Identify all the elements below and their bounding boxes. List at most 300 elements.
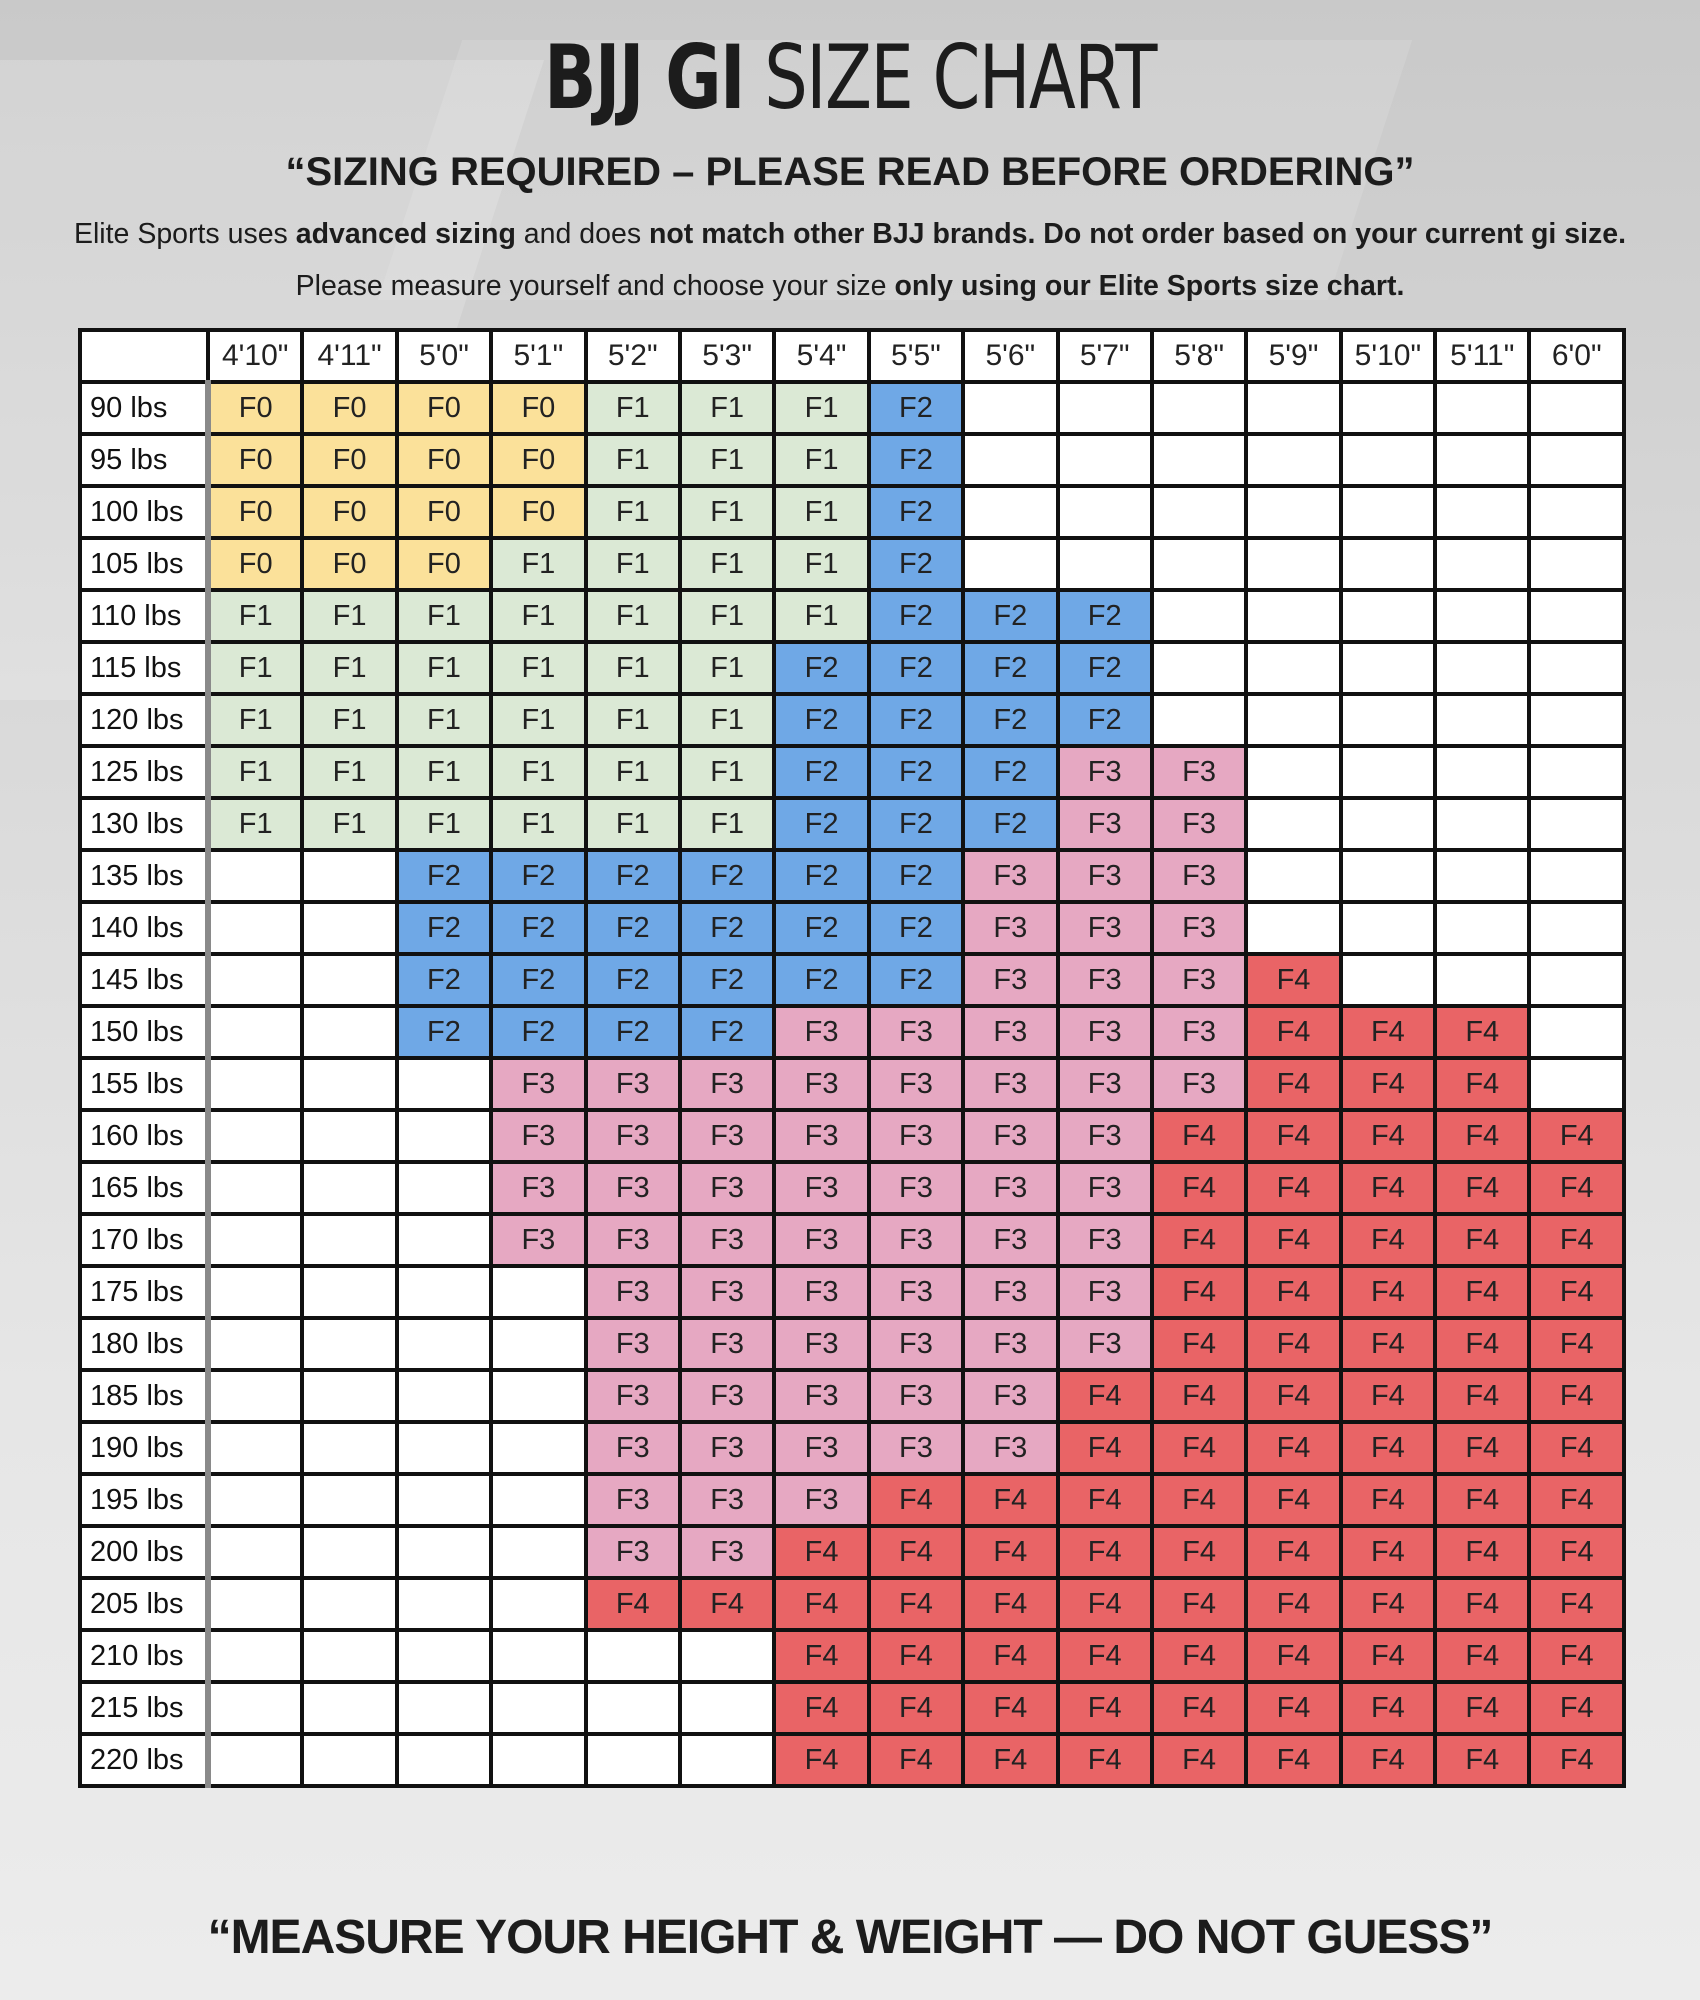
size-cell: F3 xyxy=(869,1214,963,1266)
empty-cell xyxy=(491,1422,585,1474)
weight-label: 145 lbs xyxy=(80,954,208,1006)
size-cell: F1 xyxy=(302,694,396,746)
size-cell: F4 xyxy=(1435,1266,1529,1318)
table-row xyxy=(80,1630,1624,1682)
size-cell: F3 xyxy=(774,1422,868,1474)
size-cell: F1 xyxy=(680,538,774,590)
empty-cell xyxy=(208,1162,302,1214)
empty-cell xyxy=(1529,1006,1624,1058)
size-cell: F4 xyxy=(1435,1058,1529,1110)
empty-cell xyxy=(208,850,302,902)
size-cell: F0 xyxy=(491,382,585,434)
size-cell: F1 xyxy=(208,798,302,850)
empty-cell xyxy=(208,1110,302,1162)
empty-cell xyxy=(1246,850,1340,902)
size-cell: F4 xyxy=(1435,1110,1529,1162)
weight-label: 115 lbs xyxy=(80,642,208,694)
size-cell: F2 xyxy=(963,746,1057,798)
empty-cell xyxy=(397,1734,491,1786)
size-cell: F2 xyxy=(869,434,963,486)
empty-cell xyxy=(1529,434,1624,486)
size-cell: F3 xyxy=(680,1318,774,1370)
size-cell: F4 xyxy=(1435,1682,1529,1734)
weight-label: 130 lbs xyxy=(80,798,208,850)
empty-cell xyxy=(680,1630,774,1682)
size-cell: F3 xyxy=(963,1266,1057,1318)
size-cell: F1 xyxy=(302,798,396,850)
size-cell: F3 xyxy=(1058,902,1152,954)
empty-cell xyxy=(1529,486,1624,538)
size-cell: F4 xyxy=(1152,1734,1246,1786)
empty-cell xyxy=(302,902,396,954)
weight-label: 180 lbs xyxy=(80,1318,208,1370)
size-cell: F4 xyxy=(1246,954,1340,1006)
size-cell: F2 xyxy=(397,1006,491,1058)
empty-cell xyxy=(963,486,1057,538)
empty-cell xyxy=(1341,538,1435,590)
info-bold: advanced sizing xyxy=(295,218,516,250)
size-cell: F3 xyxy=(774,1474,868,1526)
height-header: 5'11" xyxy=(1435,330,1529,382)
empty-cell xyxy=(586,1630,680,1682)
table-row xyxy=(80,1318,1624,1370)
table-row xyxy=(80,1734,1624,1786)
size-cell: F3 xyxy=(963,1162,1057,1214)
weight-label: 95 lbs xyxy=(80,434,208,486)
size-cell: F2 xyxy=(869,382,963,434)
empty-cell xyxy=(491,1630,585,1682)
size-cell: F2 xyxy=(1058,694,1152,746)
size-cell: F4 xyxy=(1435,1162,1529,1214)
size-cell: F2 xyxy=(491,902,585,954)
size-cell: F4 xyxy=(1152,1110,1246,1162)
empty-cell xyxy=(1529,850,1624,902)
size-cell: F1 xyxy=(397,642,491,694)
size-cell: F1 xyxy=(680,434,774,486)
size-cell: F4 xyxy=(869,1474,963,1526)
size-cell: F3 xyxy=(1058,1318,1152,1370)
empty-cell xyxy=(302,1526,396,1578)
weight-label: 165 lbs xyxy=(80,1162,208,1214)
size-cell: F1 xyxy=(680,590,774,642)
size-cell: F2 xyxy=(869,590,963,642)
size-cell: F4 xyxy=(1058,1734,1152,1786)
table-row xyxy=(80,1682,1624,1734)
empty-cell xyxy=(680,1682,774,1734)
size-cell: F3 xyxy=(491,1214,585,1266)
table-row xyxy=(80,1578,1624,1630)
size-cell: F4 xyxy=(1529,1110,1624,1162)
size-cell: F3 xyxy=(963,1006,1057,1058)
empty-cell xyxy=(1435,538,1529,590)
size-cell: F1 xyxy=(491,538,585,590)
empty-cell xyxy=(1529,902,1624,954)
size-cell: F3 xyxy=(680,1526,774,1578)
weight-label: 220 lbs xyxy=(80,1734,208,1786)
size-cell: F2 xyxy=(869,538,963,590)
empty-cell xyxy=(302,1578,396,1630)
size-cell: F3 xyxy=(869,1006,963,1058)
size-cell: F3 xyxy=(1152,902,1246,954)
size-cell: F4 xyxy=(1529,1526,1624,1578)
empty-cell xyxy=(397,1578,491,1630)
size-cell: F2 xyxy=(774,798,868,850)
size-cell: F3 xyxy=(1152,954,1246,1006)
size-cell: F4 xyxy=(774,1630,868,1682)
size-cell: F4 xyxy=(774,1734,868,1786)
empty-cell xyxy=(302,1006,396,1058)
size-cell: F3 xyxy=(963,850,1057,902)
size-cell: F1 xyxy=(491,798,585,850)
size-cell: F1 xyxy=(586,798,680,850)
empty-cell xyxy=(680,1734,774,1786)
size-cell: F2 xyxy=(869,746,963,798)
size-cell: F3 xyxy=(680,1266,774,1318)
table-row xyxy=(80,1474,1624,1526)
height-header: 5'10" xyxy=(1341,330,1435,382)
height-header: 4'10" xyxy=(208,330,302,382)
size-cell: F3 xyxy=(680,1474,774,1526)
page-title xyxy=(187,28,1513,128)
size-cell: F1 xyxy=(586,590,680,642)
empty-cell xyxy=(491,1578,585,1630)
size-cell: F4 xyxy=(1341,1526,1435,1578)
size-cell: F1 xyxy=(302,746,396,798)
size-cell: F2 xyxy=(774,954,868,1006)
height-header: 5'3" xyxy=(680,330,774,382)
size-cell: F3 xyxy=(774,1370,868,1422)
size-cell: F4 xyxy=(963,1578,1057,1630)
info-line-2 xyxy=(0,266,1700,306)
size-cell: F3 xyxy=(963,1058,1057,1110)
size-cell: F4 xyxy=(1246,1266,1340,1318)
table-row xyxy=(80,1214,1624,1266)
weight-label: 105 lbs xyxy=(80,538,208,590)
size-cell: F4 xyxy=(1152,1474,1246,1526)
empty-cell xyxy=(1435,746,1529,798)
size-cell: F4 xyxy=(1529,1214,1624,1266)
weight-label: 215 lbs xyxy=(80,1682,208,1734)
size-cell: F4 xyxy=(1341,1162,1435,1214)
size-cell: F3 xyxy=(586,1214,680,1266)
size-cell: F4 xyxy=(1246,1058,1340,1110)
size-cell: F1 xyxy=(586,538,680,590)
size-cell: F1 xyxy=(208,746,302,798)
corner-cell xyxy=(80,330,208,382)
size-cell: F3 xyxy=(774,1214,868,1266)
empty-cell xyxy=(1435,954,1529,1006)
size-cell: F1 xyxy=(680,694,774,746)
size-cell: F3 xyxy=(586,1266,680,1318)
size-cell: F3 xyxy=(586,1110,680,1162)
size-cell: F3 xyxy=(774,1318,868,1370)
size-cell: F4 xyxy=(1435,1214,1529,1266)
size-cell: F3 xyxy=(869,1422,963,1474)
size-cell: F4 xyxy=(869,1682,963,1734)
size-cell: F4 xyxy=(1058,1578,1152,1630)
table-row xyxy=(80,954,1624,1006)
size-cell: F4 xyxy=(1246,1162,1340,1214)
table-row xyxy=(80,1006,1624,1058)
empty-cell xyxy=(1058,382,1152,434)
empty-cell xyxy=(1246,538,1340,590)
size-cell: F1 xyxy=(586,434,680,486)
size-cell: F0 xyxy=(302,538,396,590)
empty-cell xyxy=(302,1630,396,1682)
empty-cell xyxy=(208,1370,302,1422)
size-cell: F4 xyxy=(1058,1474,1152,1526)
size-cell: F3 xyxy=(774,1266,868,1318)
size-cell: F4 xyxy=(1529,1318,1624,1370)
height-header: 5'4" xyxy=(774,330,868,382)
empty-cell xyxy=(1246,902,1340,954)
empty-cell xyxy=(1152,434,1246,486)
empty-cell xyxy=(1341,954,1435,1006)
size-cell: F4 xyxy=(1341,1474,1435,1526)
size-cell: F0 xyxy=(397,538,491,590)
size-cell: F3 xyxy=(586,1526,680,1578)
size-cell: F4 xyxy=(1246,1630,1340,1682)
size-cell: F4 xyxy=(774,1578,868,1630)
size-cell: F2 xyxy=(680,1006,774,1058)
height-header: 5'9" xyxy=(1246,330,1340,382)
size-cell: F3 xyxy=(586,1370,680,1422)
size-cell: F4 xyxy=(1529,1422,1624,1474)
size-chart-body xyxy=(80,382,1624,1786)
size-cell: F3 xyxy=(963,1214,1057,1266)
size-cell: F2 xyxy=(869,694,963,746)
empty-cell xyxy=(397,1682,491,1734)
size-cell: F4 xyxy=(680,1578,774,1630)
height-header: 5'7" xyxy=(1058,330,1152,382)
size-cell: F4 xyxy=(1435,1734,1529,1786)
empty-cell xyxy=(208,954,302,1006)
height-header: 5'2" xyxy=(586,330,680,382)
sizing-warning: “SIZING REQUIRED – PLEASE READ BEFORE ORDERING” xyxy=(285,150,1415,194)
weight-label: 120 lbs xyxy=(80,694,208,746)
empty-cell xyxy=(1341,694,1435,746)
empty-cell xyxy=(1341,746,1435,798)
size-cell: F1 xyxy=(397,798,491,850)
size-cell: F3 xyxy=(491,1058,585,1110)
height-header: 5'1" xyxy=(491,330,585,382)
table-row xyxy=(80,746,1624,798)
empty-cell xyxy=(208,1214,302,1266)
empty-cell xyxy=(397,1318,491,1370)
empty-cell xyxy=(397,1110,491,1162)
empty-cell xyxy=(302,1162,396,1214)
empty-cell xyxy=(1246,382,1340,434)
size-cell: F4 xyxy=(1341,1578,1435,1630)
size-cell: F2 xyxy=(491,850,585,902)
table-row xyxy=(80,382,1624,434)
size-cell: F0 xyxy=(302,434,396,486)
empty-cell xyxy=(1152,642,1246,694)
empty-cell xyxy=(302,1214,396,1266)
size-cell: F2 xyxy=(774,746,868,798)
size-cell: F4 xyxy=(774,1526,868,1578)
size-cell: F3 xyxy=(1058,1058,1152,1110)
empty-cell xyxy=(963,538,1057,590)
size-cell: F4 xyxy=(1529,1734,1624,1786)
size-cell: F4 xyxy=(1529,1266,1624,1318)
size-cell: F4 xyxy=(1058,1370,1152,1422)
table-row xyxy=(80,694,1624,746)
size-cell: F4 xyxy=(1435,1630,1529,1682)
size-cell: F2 xyxy=(774,642,868,694)
size-cell: F3 xyxy=(680,1162,774,1214)
empty-cell xyxy=(1058,486,1152,538)
empty-cell xyxy=(491,1526,585,1578)
size-cell: F3 xyxy=(1058,1214,1152,1266)
size-cell: F3 xyxy=(1058,1162,1152,1214)
empty-cell xyxy=(302,1422,396,1474)
table-row xyxy=(80,434,1624,486)
size-cell: F3 xyxy=(963,954,1057,1006)
size-cell: F1 xyxy=(774,590,868,642)
empty-cell xyxy=(1152,538,1246,590)
size-cell: F2 xyxy=(963,642,1057,694)
size-cell: F4 xyxy=(1246,1474,1340,1526)
size-cell: F1 xyxy=(680,746,774,798)
empty-cell xyxy=(1529,382,1624,434)
size-cell: F2 xyxy=(586,954,680,1006)
empty-cell xyxy=(302,1734,396,1786)
size-cell: F4 xyxy=(1529,1578,1624,1630)
size-cell: F4 xyxy=(1152,1162,1246,1214)
size-cell: F4 xyxy=(1341,1630,1435,1682)
size-cell: F3 xyxy=(586,1162,680,1214)
size-cell: F4 xyxy=(1529,1162,1624,1214)
size-cell: F4 xyxy=(1341,1058,1435,1110)
empty-cell xyxy=(397,1526,491,1578)
empty-cell xyxy=(1246,746,1340,798)
empty-cell xyxy=(1529,694,1624,746)
empty-cell xyxy=(1152,590,1246,642)
size-cell: F1 xyxy=(491,746,585,798)
table-row xyxy=(80,1058,1624,1110)
size-cell: F2 xyxy=(963,798,1057,850)
empty-cell xyxy=(397,1474,491,1526)
size-cell: F4 xyxy=(1341,1734,1435,1786)
empty-cell xyxy=(208,1318,302,1370)
size-cell: F3 xyxy=(491,1162,585,1214)
size-cell: F0 xyxy=(397,486,491,538)
size-cell: F3 xyxy=(1058,850,1152,902)
size-cell: F1 xyxy=(586,694,680,746)
size-cell: F2 xyxy=(869,954,963,1006)
size-cell: F0 xyxy=(208,538,302,590)
empty-cell xyxy=(491,1370,585,1422)
size-cell: F1 xyxy=(491,590,585,642)
empty-cell xyxy=(208,1058,302,1110)
size-cell: F4 xyxy=(1341,1266,1435,1318)
empty-cell xyxy=(302,1474,396,1526)
empty-cell xyxy=(1341,798,1435,850)
size-cell: F4 xyxy=(1341,1682,1435,1734)
empty-cell xyxy=(208,1422,302,1474)
size-cell: F4 xyxy=(1529,1474,1624,1526)
size-cell: F4 xyxy=(1058,1682,1152,1734)
size-cell: F1 xyxy=(302,642,396,694)
size-cell: F2 xyxy=(680,902,774,954)
table-row xyxy=(80,538,1624,590)
info-text: and does xyxy=(515,218,649,250)
weight-label: 150 lbs xyxy=(80,1006,208,1058)
empty-cell xyxy=(208,1630,302,1682)
empty-cell xyxy=(1435,850,1529,902)
size-cell: F3 xyxy=(680,1214,774,1266)
empty-cell xyxy=(208,1474,302,1526)
empty-cell xyxy=(302,954,396,1006)
size-chart-table xyxy=(78,328,1626,1788)
size-cell: F3 xyxy=(1058,1006,1152,1058)
empty-cell xyxy=(963,434,1057,486)
size-cell: F4 xyxy=(1341,1318,1435,1370)
size-cell: F2 xyxy=(963,590,1057,642)
size-cell: F1 xyxy=(397,694,491,746)
size-cell: F4 xyxy=(1246,1526,1340,1578)
info-text: Please measure yourself and choose your size xyxy=(295,270,895,302)
empty-cell xyxy=(208,1526,302,1578)
size-cell: F2 xyxy=(1058,590,1152,642)
size-cell: F1 xyxy=(586,642,680,694)
empty-cell xyxy=(1435,902,1529,954)
empty-cell xyxy=(1152,694,1246,746)
size-cell: F4 xyxy=(1246,1006,1340,1058)
size-cell: F4 xyxy=(1152,1630,1246,1682)
table-row xyxy=(80,590,1624,642)
size-cell: F4 xyxy=(1435,1474,1529,1526)
size-cell: F2 xyxy=(774,902,868,954)
size-cell: F4 xyxy=(1246,1370,1340,1422)
empty-cell xyxy=(1529,538,1624,590)
empty-cell xyxy=(1435,434,1529,486)
empty-cell xyxy=(491,1734,585,1786)
size-cell: F4 xyxy=(1058,1630,1152,1682)
height-header: 5'5" xyxy=(869,330,963,382)
empty-cell xyxy=(1435,382,1529,434)
weight-label: 160 lbs xyxy=(80,1110,208,1162)
size-cell: F4 xyxy=(1435,1526,1529,1578)
size-cell: F3 xyxy=(680,1110,774,1162)
size-cell: F2 xyxy=(869,902,963,954)
footer-warning: “MEASURE YOUR HEIGHT & WEIGHT — DO NOT GUESS” xyxy=(207,1911,1493,1964)
empty-cell xyxy=(1246,486,1340,538)
size-cell: F1 xyxy=(586,746,680,798)
size-cell: F3 xyxy=(1152,746,1246,798)
size-cell: F1 xyxy=(586,382,680,434)
size-cell: F4 xyxy=(1152,1682,1246,1734)
size-cell: F1 xyxy=(397,746,491,798)
size-cell: F3 xyxy=(680,1058,774,1110)
size-cell: F3 xyxy=(1058,746,1152,798)
size-cell: F3 xyxy=(586,1318,680,1370)
size-cell: F1 xyxy=(774,486,868,538)
empty-cell xyxy=(1341,486,1435,538)
empty-cell xyxy=(397,1630,491,1682)
size-cell: F1 xyxy=(208,642,302,694)
size-cell: F2 xyxy=(586,850,680,902)
size-cell: F1 xyxy=(774,434,868,486)
size-cell: F2 xyxy=(869,798,963,850)
size-cell: F1 xyxy=(491,642,585,694)
empty-cell xyxy=(397,1058,491,1110)
size-cell: F3 xyxy=(774,1162,868,1214)
size-cell: F4 xyxy=(963,1630,1057,1682)
height-header: 6'0" xyxy=(1529,330,1624,382)
size-cell: F2 xyxy=(1058,642,1152,694)
